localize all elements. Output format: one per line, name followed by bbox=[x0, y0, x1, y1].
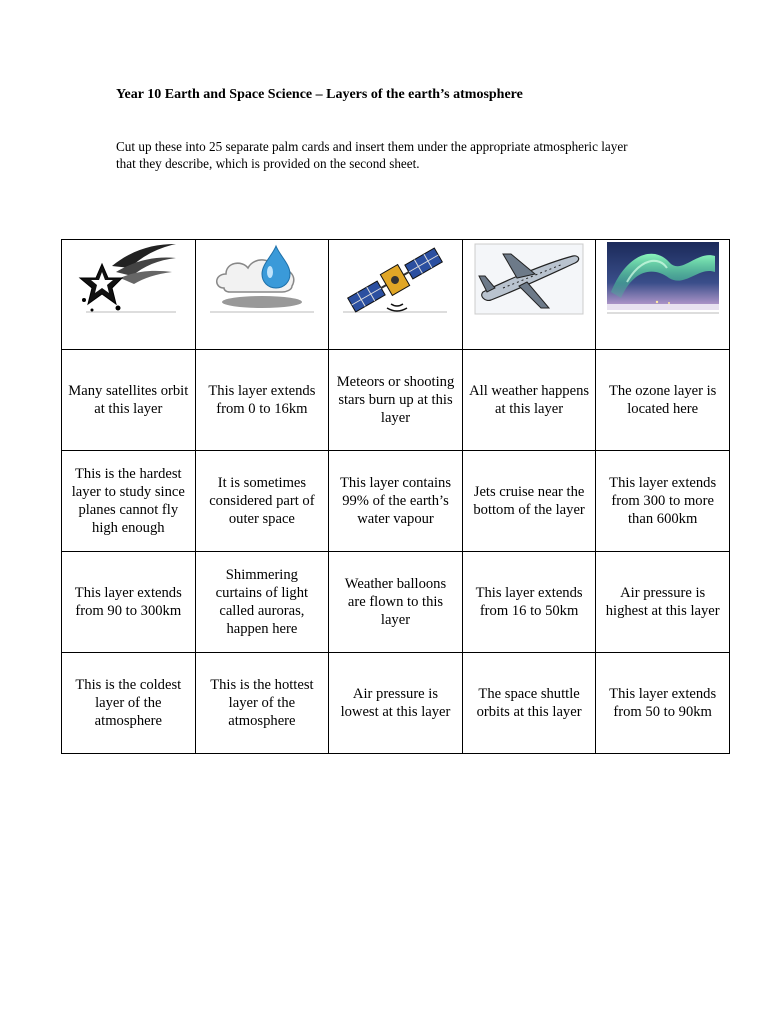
palm-cards-table bbox=[61, 239, 730, 754]
palm-card: All weather happens at this layer bbox=[462, 350, 596, 451]
palm-card: This layer extends from 90 to 300km bbox=[62, 552, 196, 653]
palm-card: This layer contains 99% of the earth’s water vapour bbox=[329, 451, 463, 552]
palm-card: The ozone layer is located here bbox=[596, 350, 730, 451]
palm-card: Weather balloons are flown to this layer bbox=[329, 552, 463, 653]
palm-card: This layer extends from 50 to 90km bbox=[596, 653, 730, 754]
palm-card: This layer extends from 0 to 16km bbox=[195, 350, 329, 451]
instructions: Cut up these into 25 separate palm cards and insert them under the appropriate atmospheric layer that they describe, which is provided on the second sheet. bbox=[116, 139, 628, 171]
card-row bbox=[62, 552, 730, 653]
palm-card: This layer extends from 300 to more than 600km bbox=[596, 451, 730, 552]
card-row bbox=[62, 451, 730, 552]
palm-card: This is the coldest layer of the atmosphere bbox=[62, 653, 196, 754]
palm-card: It is sometimes considered part of outer space bbox=[195, 451, 329, 552]
palm-card: Air pressure is highest at this layer bbox=[596, 552, 730, 653]
card-row bbox=[62, 350, 730, 451]
meteor-icon bbox=[72, 242, 184, 316]
image-cell bbox=[596, 240, 730, 350]
palm-card: This is the hottest layer of the atmosphere bbox=[195, 653, 329, 754]
satellite-icon bbox=[339, 242, 451, 316]
image-cell bbox=[462, 240, 596, 350]
image-cell bbox=[62, 240, 196, 350]
page-title: Year 10 Earth and Space Science – Layers of the earth’s atmosphere bbox=[116, 87, 523, 102]
palm-card: Air pressure is lowest at this layer bbox=[329, 653, 463, 754]
card-row bbox=[62, 653, 730, 754]
image-row bbox=[62, 240, 730, 350]
palm-card: The space shuttle orbits at this layer bbox=[462, 653, 596, 754]
aurora-icon bbox=[607, 242, 719, 316]
cloud-rain-icon bbox=[206, 242, 318, 316]
image-cell bbox=[329, 240, 463, 350]
palm-card: Jets cruise near the bottom of the layer bbox=[462, 451, 596, 552]
palm-card: This layer extends from 16 to 50km bbox=[462, 552, 596, 653]
image-cell bbox=[195, 240, 329, 350]
palm-card: This is the hardest layer to study since planes cannot fly high enough bbox=[62, 451, 196, 552]
airplane-icon bbox=[473, 242, 585, 316]
palm-card: Shimmering curtains of light called auroras, happen here bbox=[195, 552, 329, 653]
palm-card: Many satellites orbit at this layer bbox=[62, 350, 196, 451]
palm-card: Meteors or shooting stars burn up at this layer bbox=[329, 350, 463, 451]
